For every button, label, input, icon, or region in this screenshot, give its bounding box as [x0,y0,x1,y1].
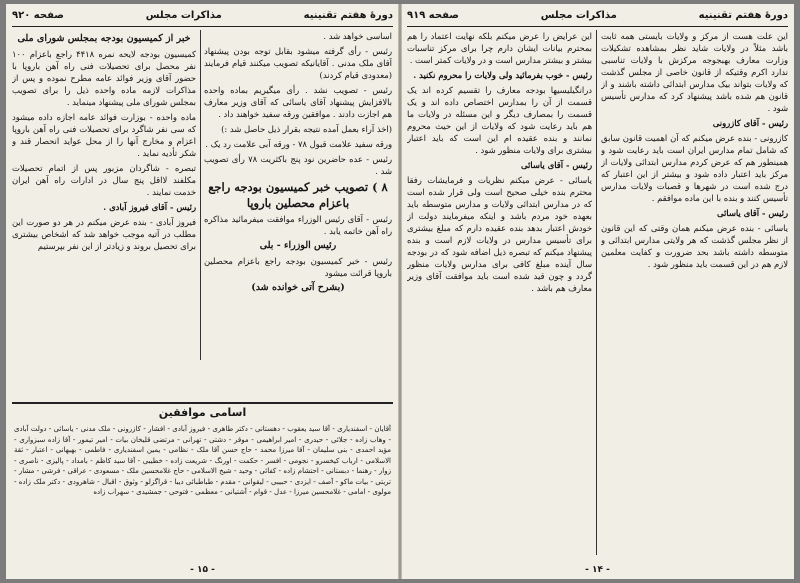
speaker-line: رئیس - آقای کازرونی [712,118,788,128]
column-divider [596,30,597,555]
paragraph: این علت هست از مرکز و ولایات بایستی همه ثابت باشد مثلاً در ولایات شاید نظر بمشاهده تشکیلات وزارت معارف بهبجوجه مرکزش با ولایات تناسبی ندارد اکرم وقتیکه از قانون خاصی از مجلس گذشت که ولایات بتواند بیک مدارس ابتدائی داشته باشند و از قانون هم شده باشد پیشنهاد کرد که مدارس تأسیس شود . [601,31,788,113]
right-page-left-column [407,30,592,555]
paragraph: درانگیلیسیها بودجه معارف را تقسیم کرده اند یک قسمت از آن را بمدارس اختصاص داده اند و یک قسمت را بمصارف دیگر و این مسئله در ولایات ما هم باید رعایت شود که ولایات از این حیث محروم نمانند و بنده عقیده ام این است که باید اعتبار بیشتری برای ولایات منظور شود . [407,85,592,155]
header-session: دورهٔ هفتم تقنینیه [698,10,788,21]
paragraph: یاسائی - بنده عرض میکنم همان وقتی که این قانون از نظر مجلس گذشت که هر ولایتی مدارس ابتدائی و متوسطه داشته باشد بحد ضرورت و کفایت معلمین لازم هم در این قسمت باید منظور شود . [601,223,788,269]
header-title: مذاکرات مجلس [540,10,617,21]
paragraph: رئیس - خبر کمیسیون بودجه راجع باعزام محصلین باروپا قرائت میشود [204,256,392,278]
right-page-right-column [601,30,788,555]
page-footer: - ۱۴ - [585,565,610,575]
section-divider [12,402,393,404]
header-title: مذاکرات مجلس [145,10,222,21]
approvers-title: اسامی موافقین [158,406,247,419]
approvers-list: آقایان - اسفندیاری - آقا سید یعقوب - دهستانی - دکتر طاهری - فیروز آبادی - افشار - کازرونی - ملک مدنی - یاسائی - دولت آبادی - وهاب زاده - جلائی - حیدری - امیر ابراهیمی - موقر - دشتی - تهرانی - مرتضی قلیخان بیات - امیر تیمور - آقا زاده سبزواری - مؤید احمدی - بنی سلیمان - آقا میرزا محمد - حاج حسن آقا ملک - نظامی - یمین اسفندیاری - فاطمی - بهبهانی - اعتبار - ثقة الاسلامی - ارباب کیخسرو - نجومی - افسر - حکمت - اورنگ - شریعت زاده - خطیبی - آقا سید کاظم - بامداد - پالیزی - ناصری - زوار - رهنما - دبستانی - احتشام زاده - کفائی - وحید - شیخ الاسلامی - حاج غلامحسین ملک - مسعودی - عراقی - فرشی - مشار - تربتی - بیات ماکو - آصف - ایزدی - حبیبی - لیقوانی - مقدم - طباطبائی دیبا - قراگزلو - وثوق - اقبال - شاهرودی - دکتر ملک زاده - مولوی - امامی - غلامحسین میرزا - عدل - قوام - آشتیانی - معظمی - فتوحی - جمشیدی - سهراب زاده [14,425,391,496]
paragraph: تبصره - شاگردان مزبور پس از اتمام تحصیلات مکلفند لااقل پنج سال در ادارات راه آهن ایران خدمت نمایند . [12,163,196,197]
header-page-number: صفحه ۹۱۹ [407,10,459,21]
paragraph: یاسائی - عرض میکنم نظریات و فرمایشات رفقا محترم بنده خیلی صحیح است ولی قرار شده است که در مدارس ابتدائی ولایات و مدارس متوسطه باید بعهده خود مردم باشد و اینکه میفرمایند دولت از خودش اعتبار بدهد بنده عقیده دارم که مبلغ بیشتری برای تأسیس مدارس در ولایات لازم است و بنده پیشنهاد میکنم که تبصره ذیل اضافه شود که در بودجه سال آینده مبلغ کافی برای مدارس ولایات منظور گردد و چون قید شده است باید موافقت آقای وزیر معارف هم باشد . [407,175,592,293]
speaker-line: رئیس الوزراء - بلی [259,240,337,251]
paragraph: رئیس - تصویب نشد . رأی میگیریم بماده واحده بالافزایش پیشنهاد آقای یاسائی که آقای وزیر معارف هم اجازت دادند . موافقین ورقه سفید خواهند داد . [204,85,392,119]
paragraph: فیروز آبادی - بنده عرض میکنم در هر دو صورت این مطلب در آتیه موجب خواهد شد که اشخاص بیشتری برای تحصیل بروند و زیادتر از این نفر بپرستیم [12,217,196,251]
paragraph: کمیسیون بودجه لایحه نمره ۴۴۱۸ راجع باعزام ۱۰۰ نفر محصل برای تحصیلات فنی راه آهن باروپا با حضور آقای وزیر فوائد عامه مطرح نموده و پس از مذاکرات لازمه ماده واحده ذیل را برای تصویب بمجلس شورای ملی پیشنهاد مینماید . [12,49,196,107]
speaker-line: رئیس - آقای فیروز آبادی . [103,202,196,212]
column-divider [200,30,201,360]
right-page-header [407,10,788,27]
paragraph: رئیس - عده حاضرین نود پنج باکثریت ۷۸ رأی تصویب شد . [204,154,392,176]
book-spread [6,4,794,579]
left-page-left-column [12,30,196,360]
section-heading: ۸ ) تصویب خبر کمیسیون بودجه راجع [208,180,388,194]
paragraph: ورقه سفید علامت قبول ۷۸ - ورقه آبی علامت رد یک . [205,139,392,149]
report-heading: خبر از کمیسیون بودجه بمجلس شورای ملی [17,33,191,44]
right-page [401,4,794,579]
paragraph: (اخذ آراء بعمل آمده نتیجه بقرار ذیل حاصل شد :) [221,124,392,134]
paragraph: اساسی خواهد شد . [323,31,392,41]
speaker-line: رئیس - خوب بفرمائید ولی ولایات را محروم نکنید . [413,70,592,80]
section-heading: باعزام محصلین باروپا [246,196,350,210]
paragraph: ماده واحده - بوزارت فوائد عامه اجازه داده میشود که سی نفر شاگرد برای تحصیلات فنی راه آهن باروپا اعزام و مخارج آنها را از محل عواید انحصار قند و شکر تأدیه نماید . [12,112,196,158]
left-page [6,4,399,579]
paragraph: کازرونی - بنده عرض میکنم که آن اهمیت قانون سابق که شامل تمام مدارس ایران است باید رعایت شود و همینطور هم که عرض کردم مدارس ابتدائی ولایات از مرکز باید اعتبار داده شود و بیشتر از این اعتبار که درج شده است در شهرها و قصبات ولایات مدارس تأسیس کنند و بنده با این ماده موافقم . [601,133,788,203]
speaker-line: رئیس - آقای یاسائی [716,208,788,218]
paragraph: رئیس - آقای رئیس الوزراء موافقت میفرمائید مذاکره راه آهن خاتمه یابد . [204,214,392,236]
note-line: (بشرح آتی خوانده شد) [251,282,345,293]
paragraph: رئیس - رأی گرفته میشود بقابل توجه بودن پیشنهاد آقای ملک مدنی . آقایانیکه تصویب میکنند قیام فرمایند (معدودی قیام کردند) [204,46,392,80]
paragraph: این عرایض را عرض میکنم بلکه نهایت اعتماد را هم بمحترم بیانات ایشان دارم چرا برای مرکز تناسبات بیشتر و بیشتر مدارس است و در ولایات کمتر است . [407,31,592,65]
page-footer: - ۱۵ - [190,565,215,575]
header-session: دورهٔ هفتم تقنینیه [303,10,393,21]
left-page-header [12,10,393,27]
speaker-line: رئیس - آقای یاسائی [520,160,592,170]
header-page-number: صفحه ۹۲۰ [12,10,64,21]
left-page-right-column [204,30,392,360]
